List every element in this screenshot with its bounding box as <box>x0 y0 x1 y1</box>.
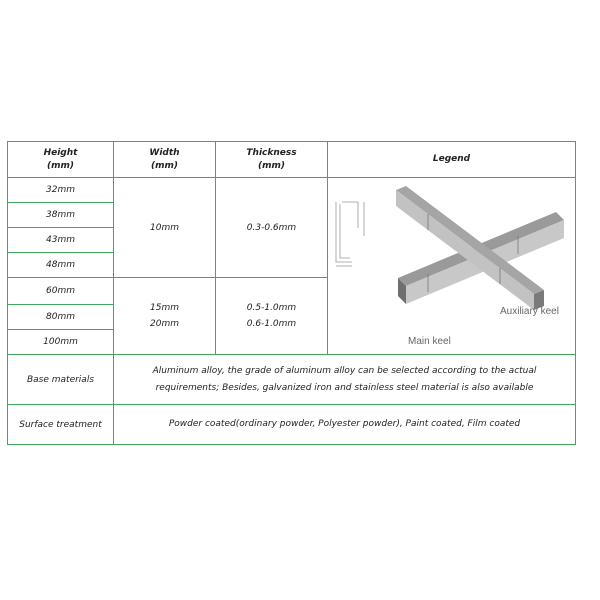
thickness-cell-group1: 0.3-0.6mm <box>216 178 328 278</box>
base-materials-text: Aluminum alloy, the grade of aluminum alloy can be selected according to the actual requirements; Besides, galvanized iron and stainless steel material is also available <box>114 355 576 405</box>
header-height: Height (mm) <box>8 142 114 178</box>
thickness-cell-group2: 0.5-1.0mm 0.6-1.0mm <box>216 278 328 355</box>
height-cell: 48mm <box>8 253 114 278</box>
height-cell: 80mm <box>8 305 114 330</box>
profile-section-drawing <box>336 202 364 266</box>
header-legend: Legend <box>328 142 576 178</box>
legend-cell <box>328 178 576 355</box>
height-cell: 100mm <box>8 330 114 355</box>
height-cell: 38mm <box>8 203 114 228</box>
main-keel-label: Main keel <box>408 336 451 347</box>
width-cell-group1: 10mm <box>114 178 216 278</box>
height-cell: 43mm <box>8 228 114 253</box>
keel-legend-diagram <box>328 178 574 354</box>
header-row <box>8 142 576 178</box>
surface-treatment-label: Surface treatment <box>8 405 114 445</box>
auxiliary-keel-label: Auxiliary keel <box>500 306 559 317</box>
base-materials-label: Base materials <box>8 355 114 405</box>
height-cell: 32mm <box>8 178 114 203</box>
height-cell: 60mm <box>8 278 114 305</box>
width-cell-group2: 15mm 20mm <box>114 278 216 355</box>
specification-table <box>7 141 576 445</box>
header-thickness: Thickness (mm) <box>216 142 328 178</box>
header-width: Width (mm) <box>114 142 216 178</box>
surface-treatment-text: Powder coated(ordinary powder, Polyester powder), Paint coated, Film coated <box>114 405 576 445</box>
